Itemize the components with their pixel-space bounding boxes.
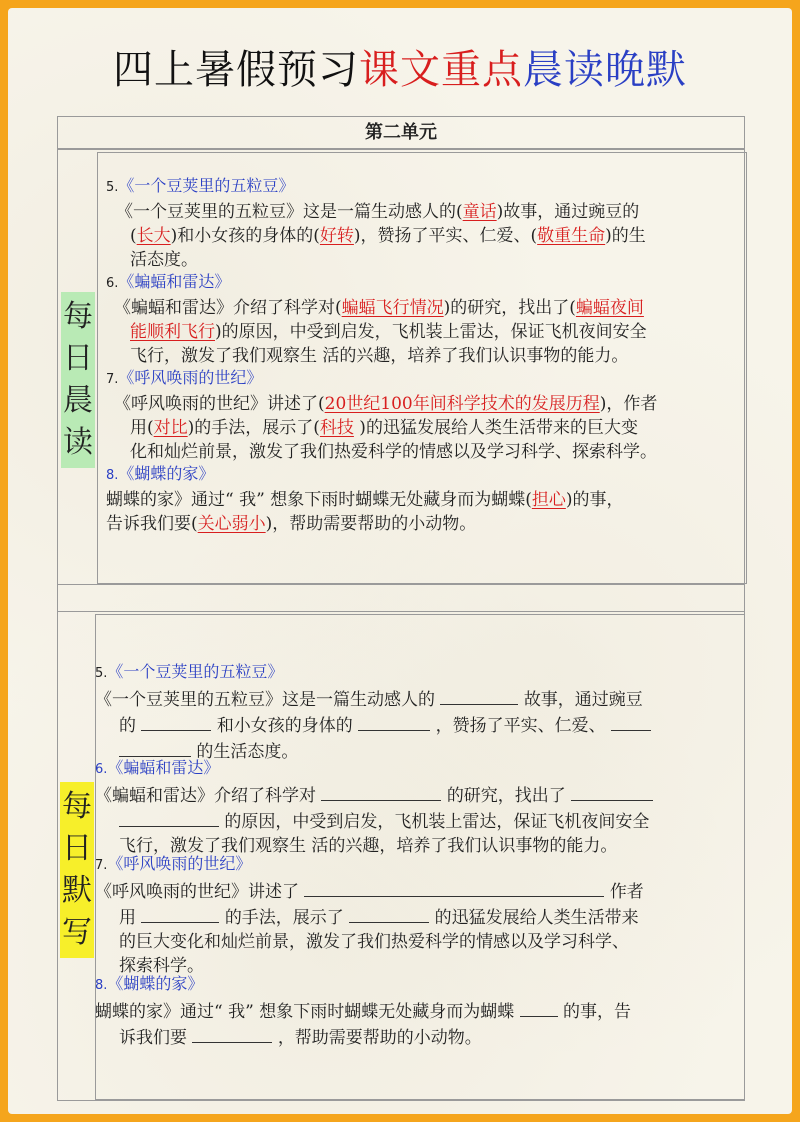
fill-blank[interactable]	[571, 782, 653, 801]
item-text: 《蝙蝠和雷达》介绍了科学对 的研究，找出了	[95, 782, 745, 808]
fill-blank[interactable]	[119, 808, 219, 827]
item-text: 用(对比)的手法，展示了(科技 )的迅猛发展给人类生活带来的巨大变	[130, 418, 638, 438]
answer: 关心弱小	[197, 514, 266, 534]
section-gap	[57, 585, 745, 611]
answer: 对比	[153, 418, 188, 438]
label-char: 日	[63, 341, 93, 376]
label-char: 晨	[63, 383, 93, 418]
item-text: 飞行，激发了我们观察生 活的兴趣，培养了我们认识事物的能力。	[119, 836, 618, 856]
item-text: 《一个豆荚里的五粒豆》这是一篇生动感人的 故事，通过豌豆	[95, 686, 745, 712]
label-char: 读	[63, 425, 93, 460]
fill-blank[interactable]	[321, 782, 441, 801]
label-char: 每	[62, 789, 92, 824]
item-heading: 7.《呼风唤雨的世纪》	[95, 854, 252, 873]
morning-item-7	[106, 366, 746, 464]
item-text: 《一个豆荚里的五粒豆》这是一篇生动感人的(童话)故事，通过豌豆的	[116, 202, 640, 222]
fill-blank[interactable]	[440, 686, 518, 705]
evening-item-7	[95, 852, 745, 978]
label-char: 每	[63, 299, 93, 334]
item-heading: 6.《蝙蝠和雷达》	[95, 758, 220, 777]
evening-item-5	[95, 660, 745, 764]
fill-blank[interactable]	[119, 738, 191, 757]
answer: 蝙蝠飞行情况	[341, 298, 444, 318]
item-text: 的巨大变化和灿烂前景，激发了我们热爱科学的情感以及学习科学、	[119, 932, 629, 952]
item-heading: 7.《呼风唤雨的世纪》	[106, 368, 263, 387]
fill-blank[interactable]	[520, 998, 558, 1017]
answer: 能顺利飞行	[130, 322, 215, 342]
label-char: 默	[62, 873, 92, 908]
morning-item-5	[106, 174, 746, 272]
item-text: 用 的手法，展示了 的迅猛发展给人类生活带来	[119, 904, 745, 930]
item-text: 化和灿烂前景，激发了我们热爱科学的情感以及学习科学、探索科学。	[130, 442, 657, 462]
item-text: 诉我们要 ，帮助需要帮助的小动物。	[119, 1024, 745, 1050]
answer: 好转	[319, 226, 354, 246]
fill-blank[interactable]	[358, 712, 430, 731]
fill-blank[interactable]	[192, 1024, 272, 1043]
title-part-red: 课文重点	[359, 47, 523, 93]
morning-item-8	[106, 462, 746, 536]
item-text: 探索科学。	[119, 956, 204, 976]
item-text: 《蝙蝠和雷达》介绍了科学对(蝙蝠飞行情况)的研究，找出了(蝙蝠夜间	[114, 298, 644, 318]
item-heading: 8.《蝴蝶的家》	[106, 464, 215, 483]
item-heading: 5.《一个豆荚里的五粒豆》	[106, 176, 295, 195]
item-text: 的原因，中受到启发，飞机装上雷达，保证飞机夜间安全	[119, 808, 745, 834]
title-part-black: 四上暑假预习	[113, 47, 359, 93]
item-text: 《呼风唤雨的世纪》讲述了 作者	[95, 878, 745, 904]
label-char: 写	[62, 915, 92, 950]
answer: 科技	[319, 418, 354, 438]
answer: 敬重生命	[537, 226, 606, 246]
evening-item-8	[95, 972, 745, 1050]
fill-blank[interactable]	[141, 904, 219, 923]
item-text: 能顺利飞行)的原因，中受到启发，飞机装上雷达，保证飞机夜间安全	[130, 322, 647, 342]
item-text: 《呼风唤雨的世纪》讲述了(20世纪100年间科学技术的发展历程)，作者	[114, 394, 658, 414]
item-text: 的 和小女孩的身体的 ，赞扬了平实、仁爱、	[119, 712, 745, 738]
answer: 20世纪100年间科学技术的发展历程	[324, 394, 600, 414]
morning-item-6	[106, 270, 746, 368]
fill-blank[interactable]	[141, 712, 211, 731]
item-text: 的生活态度。	[119, 738, 745, 764]
item-text: 蝴蝶的家》通过“ 我” 想象下雨时蝴蝶无处藏身而为蝴蝶 的事，告	[95, 998, 745, 1024]
item-heading: 6.《蝙蝠和雷达》	[106, 272, 231, 291]
page-title	[0, 38, 800, 95]
fill-blank[interactable]	[349, 904, 429, 923]
fill-blank[interactable]	[304, 878, 604, 897]
evening-item-6	[95, 756, 745, 858]
answer: 蝙蝠夜间	[575, 298, 644, 318]
unit-header: 第二单元	[57, 116, 745, 149]
label-char: 日	[62, 831, 92, 866]
item-text: 活态度。	[130, 250, 198, 270]
item-text: 蝴蝶的家》通过“ 我” 想象下雨时蝴蝶无处藏身而为蝴蝶(担心)的事，	[106, 490, 624, 510]
title-part-blue: 晨读晚默	[523, 47, 687, 93]
answer: 担心	[531, 490, 566, 510]
morning-reading-label	[61, 292, 95, 468]
item-text: 告诉我们要(关心弱小)，帮助需要帮助的小动物。	[106, 514, 477, 534]
fill-blank[interactable]	[611, 712, 651, 731]
item-heading: 8.《蝴蝶的家》	[95, 974, 204, 993]
answer: 长大	[136, 226, 171, 246]
evening-dictation-label	[60, 782, 94, 958]
item-heading: 5.《一个豆荚里的五粒豆》	[95, 662, 284, 681]
item-text: 飞行，激发了我们观察生 活的兴趣，培养了我们认识事物的能力。	[130, 346, 629, 366]
item-text: (长大)和小女孩的身体的(好转)，赞扬了平实、仁爱、(敬重生命)的生	[130, 226, 646, 246]
answer: 童话	[462, 202, 497, 222]
